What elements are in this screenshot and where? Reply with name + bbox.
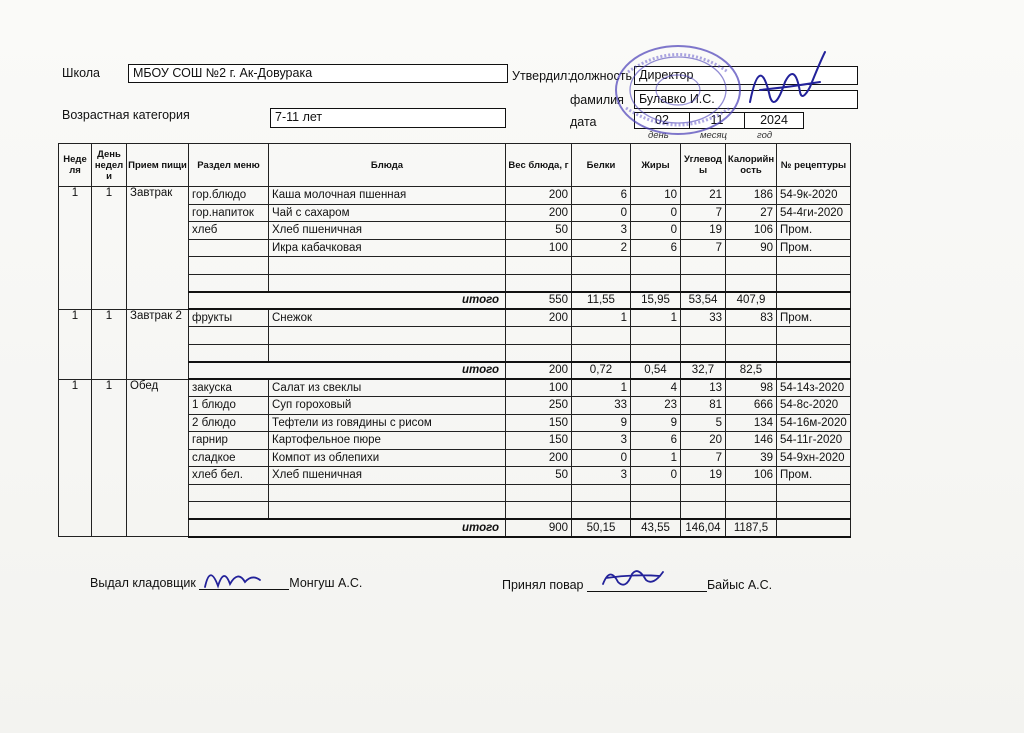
received-by — [502, 577, 772, 592]
fat-cell: 4 — [631, 379, 681, 397]
protein-cell: 1 — [572, 379, 631, 397]
carbs-cell: 5 — [681, 414, 726, 432]
recipe-cell — [777, 344, 851, 362]
total-carbs-cell: 53,54 — [681, 292, 726, 310]
total-recipe-cell — [777, 519, 851, 537]
date-label: дата — [570, 115, 597, 129]
carbs-cell — [681, 327, 726, 345]
fat-cell — [631, 344, 681, 362]
menu-table — [58, 143, 851, 538]
school-field: МБОУ СОШ №2 г. Ак-Довурака — [128, 64, 508, 83]
section-cell: сладкое — [189, 449, 269, 467]
carbs-cell: 7 — [681, 449, 726, 467]
carbs-cell — [681, 257, 726, 275]
received-signature-line — [587, 577, 707, 592]
recipe-cell: 54-11г-2020 — [777, 432, 851, 450]
fat-cell: 1 — [631, 309, 681, 327]
issued-name: Монгуш А.С. — [289, 576, 363, 590]
section-cell: закуска — [189, 379, 269, 397]
week-cell: 1 — [59, 187, 92, 310]
recipe-cell: Пром. — [777, 309, 851, 327]
weight-cell: 150 — [506, 432, 572, 450]
carbs-cell: 19 — [681, 467, 726, 485]
weight-cell: 100 — [506, 239, 572, 257]
recipe-cell — [777, 274, 851, 292]
section-cell: гарнир — [189, 432, 269, 450]
protein-cell: 0 — [572, 449, 631, 467]
section-cell: хлеб — [189, 222, 269, 240]
kcal-cell: 106 — [726, 467, 777, 485]
protein-cell: 33 — [572, 397, 631, 415]
day-cell: 1 — [92, 187, 127, 310]
col-header-weight: Вес блюда, г — [506, 144, 572, 187]
kcal-cell: 146 — [726, 432, 777, 450]
section-cell — [189, 239, 269, 257]
section-cell: фрукты — [189, 309, 269, 327]
kcal-cell: 666 — [726, 397, 777, 415]
weight-cell: 50 — [506, 222, 572, 240]
dish-cell: Каша молочная пшенная — [269, 187, 506, 205]
weight-cell — [506, 327, 572, 345]
weight-cell: 200 — [506, 449, 572, 467]
fat-cell: 0 — [631, 467, 681, 485]
kcal-cell: 106 — [726, 222, 777, 240]
kcal-cell: 39 — [726, 449, 777, 467]
total-fat-cell: 0,54 — [631, 362, 681, 380]
section-cell — [189, 502, 269, 520]
total-fat-cell: 15,95 — [631, 292, 681, 310]
total-carbs-cell: 32,7 — [681, 362, 726, 380]
total-weight-cell: 200 — [506, 362, 572, 380]
total-weight-cell: 550 — [506, 292, 572, 310]
protein-cell — [572, 274, 631, 292]
recipe-cell — [777, 327, 851, 345]
protein-cell: 6 — [572, 187, 631, 205]
total-kcal-cell: 82,5 — [726, 362, 777, 380]
section-cell — [189, 257, 269, 275]
recipe-cell: 54-4ги-2020 — [777, 204, 851, 222]
recipe-cell: Пром. — [777, 467, 851, 485]
dish-cell — [269, 344, 506, 362]
dish-cell: Суп гороховый — [269, 397, 506, 415]
col-header-fat: Жиры — [631, 144, 681, 187]
col-header-carbs: Углевод ы — [681, 144, 726, 187]
received-name: Байыс А.С. — [706, 578, 773, 592]
total-protein-cell: 0,72 — [572, 362, 631, 380]
date-day: 02 — [634, 112, 690, 129]
fat-cell: 0 — [631, 204, 681, 222]
fat-cell — [631, 502, 681, 520]
total-label: итого — [189, 292, 506, 310]
dish-cell: Хлеб пшеничная — [269, 222, 506, 240]
kcal-cell — [726, 327, 777, 345]
carbs-cell: 20 — [681, 432, 726, 450]
received-label: Принял повар — [502, 578, 584, 592]
protein-cell: 0 — [572, 204, 631, 222]
recipe-cell — [777, 484, 851, 502]
protein-cell: 9 — [572, 414, 631, 432]
carbs-cell: 13 — [681, 379, 726, 397]
recipe-cell: 54-14з-2020 — [777, 379, 851, 397]
age-field: 7-11 лет — [270, 108, 506, 128]
week-cell: 1 — [59, 309, 92, 379]
carbs-cell: 81 — [681, 397, 726, 415]
table-row — [59, 309, 851, 327]
dish-cell — [269, 502, 506, 520]
dish-cell: Икра кабачковая — [269, 239, 506, 257]
protein-cell — [572, 344, 631, 362]
carbs-cell: 33 — [681, 309, 726, 327]
issued-by — [90, 575, 362, 590]
protein-cell — [572, 327, 631, 345]
meal-cell: Завтрак 2 — [127, 309, 189, 379]
recipe-cell: 54-9хн-2020 — [777, 449, 851, 467]
fat-cell: 9 — [631, 414, 681, 432]
kcal-cell: 27 — [726, 204, 777, 222]
age-label: Возрастная категория — [62, 108, 190, 122]
protein-cell: 3 — [572, 432, 631, 450]
col-header-kcal: Калорийн ость — [726, 144, 777, 187]
surname-field: Булавко И.С. — [634, 90, 858, 109]
weight-cell — [506, 344, 572, 362]
kcal-cell: 90 — [726, 239, 777, 257]
protein-cell — [572, 502, 631, 520]
weight-cell: 50 — [506, 467, 572, 485]
recipe-cell: Пром. — [777, 239, 851, 257]
weight-cell — [506, 274, 572, 292]
surname-label: фамилия — [570, 93, 624, 107]
weight-cell: 200 — [506, 309, 572, 327]
date-month-caption: месяц — [700, 130, 727, 141]
recipe-cell — [777, 257, 851, 275]
total-weight-cell: 900 — [506, 519, 572, 537]
dish-cell — [269, 327, 506, 345]
col-header-week: Неде ля — [59, 144, 92, 187]
date-year: 2024 — [744, 112, 804, 129]
col-header-section: Раздел меню — [189, 144, 269, 187]
weight-cell: 200 — [506, 187, 572, 205]
kcal-cell: 98 — [726, 379, 777, 397]
weight-cell — [506, 484, 572, 502]
school-label: Школа — [62, 66, 100, 80]
protein-cell — [572, 484, 631, 502]
date-year-caption: год — [757, 130, 773, 141]
recipe-cell: 54-16м-2020 — [777, 414, 851, 432]
total-label: итого — [189, 362, 506, 380]
position-field: Директор — [634, 66, 858, 85]
fat-cell — [631, 327, 681, 345]
table-header-row — [59, 144, 851, 187]
section-cell — [189, 344, 269, 362]
menu-table-body — [59, 187, 851, 537]
carbs-cell — [681, 274, 726, 292]
kcal-cell: 134 — [726, 414, 777, 432]
day-cell: 1 — [92, 379, 127, 537]
weight-cell — [506, 257, 572, 275]
total-recipe-cell — [777, 292, 851, 310]
col-header-recipe: № рецептуры — [777, 144, 851, 187]
recipe-cell — [777, 502, 851, 520]
section-cell — [189, 484, 269, 502]
dish-cell: Тефтели из говядины с рисом — [269, 414, 506, 432]
fat-cell: 23 — [631, 397, 681, 415]
section-cell: 1 блюдо — [189, 397, 269, 415]
issued-label: Выдал кладовщик — [90, 576, 196, 590]
col-header-dish: Блюда — [269, 144, 506, 187]
carbs-cell — [681, 484, 726, 502]
total-kcal-cell: 1187,5 — [726, 519, 777, 537]
approved-label: Утвердил: — [512, 69, 571, 83]
total-recipe-cell — [777, 362, 851, 380]
kcal-cell — [726, 257, 777, 275]
protein-cell: 3 — [572, 467, 631, 485]
fat-cell — [631, 257, 681, 275]
carbs-cell: 19 — [681, 222, 726, 240]
kcal-cell — [726, 274, 777, 292]
recipe-cell: 54-9к-2020 — [777, 187, 851, 205]
section-cell — [189, 274, 269, 292]
date-month: 11 — [689, 112, 745, 129]
section-cell: гор.блюдо — [189, 187, 269, 205]
total-protein-cell: 50,15 — [572, 519, 631, 537]
fat-cell: 6 — [631, 239, 681, 257]
total-fat-cell: 43,55 — [631, 519, 681, 537]
dish-cell: Картофельное пюре — [269, 432, 506, 450]
total-carbs-cell: 146,04 — [681, 519, 726, 537]
fat-cell: 0 — [631, 222, 681, 240]
col-header-protein: Белки — [572, 144, 631, 187]
section-cell — [189, 327, 269, 345]
fat-cell — [631, 274, 681, 292]
kcal-cell — [726, 344, 777, 362]
weight-cell — [506, 502, 572, 520]
weight-cell: 150 — [506, 414, 572, 432]
dish-cell: Чай с сахаром — [269, 204, 506, 222]
fat-cell: 6 — [631, 432, 681, 450]
dish-cell — [269, 257, 506, 275]
total-label: итого — [189, 519, 506, 537]
dish-cell: Салат из свеклы — [269, 379, 506, 397]
carbs-cell — [681, 502, 726, 520]
carbs-cell: 7 — [681, 239, 726, 257]
weight-cell: 200 — [506, 204, 572, 222]
protein-cell — [572, 257, 631, 275]
col-header-day: День недел и — [92, 144, 127, 187]
weight-cell: 100 — [506, 379, 572, 397]
dish-cell — [269, 274, 506, 292]
col-header-meal: Прием пищи — [127, 144, 189, 187]
protein-cell: 2 — [572, 239, 631, 257]
week-cell: 1 — [59, 379, 92, 537]
fat-cell: 1 — [631, 449, 681, 467]
table-row — [59, 187, 851, 205]
day-cell: 1 — [92, 309, 127, 379]
recipe-cell: 54-8с-2020 — [777, 397, 851, 415]
carbs-cell: 21 — [681, 187, 726, 205]
kcal-cell — [726, 502, 777, 520]
fat-cell: 10 — [631, 187, 681, 205]
kcal-cell: 186 — [726, 187, 777, 205]
issued-signature-line — [199, 575, 289, 590]
protein-cell: 1 — [572, 309, 631, 327]
total-kcal-cell: 407,9 — [726, 292, 777, 310]
fat-cell — [631, 484, 681, 502]
date-day-caption: день — [648, 130, 669, 141]
table-row — [59, 379, 851, 397]
carbs-cell: 7 — [681, 204, 726, 222]
dish-cell: Снежок — [269, 309, 506, 327]
section-cell: гор.напиток — [189, 204, 269, 222]
kcal-cell: 83 — [726, 309, 777, 327]
dish-cell — [269, 484, 506, 502]
section-cell: 2 блюдо — [189, 414, 269, 432]
recipe-cell: Пром. — [777, 222, 851, 240]
dish-cell: Компот из облепихи — [269, 449, 506, 467]
dish-cell: Хлеб пшеничная — [269, 467, 506, 485]
meal-cell: Завтрак — [127, 187, 189, 310]
protein-cell: 3 — [572, 222, 631, 240]
meal-cell: Обед — [127, 379, 189, 537]
section-cell: хлеб бел. — [189, 467, 269, 485]
kcal-cell — [726, 484, 777, 502]
weight-cell: 250 — [506, 397, 572, 415]
carbs-cell — [681, 344, 726, 362]
position-label: должность — [570, 69, 632, 83]
total-protein-cell: 11,55 — [572, 292, 631, 310]
